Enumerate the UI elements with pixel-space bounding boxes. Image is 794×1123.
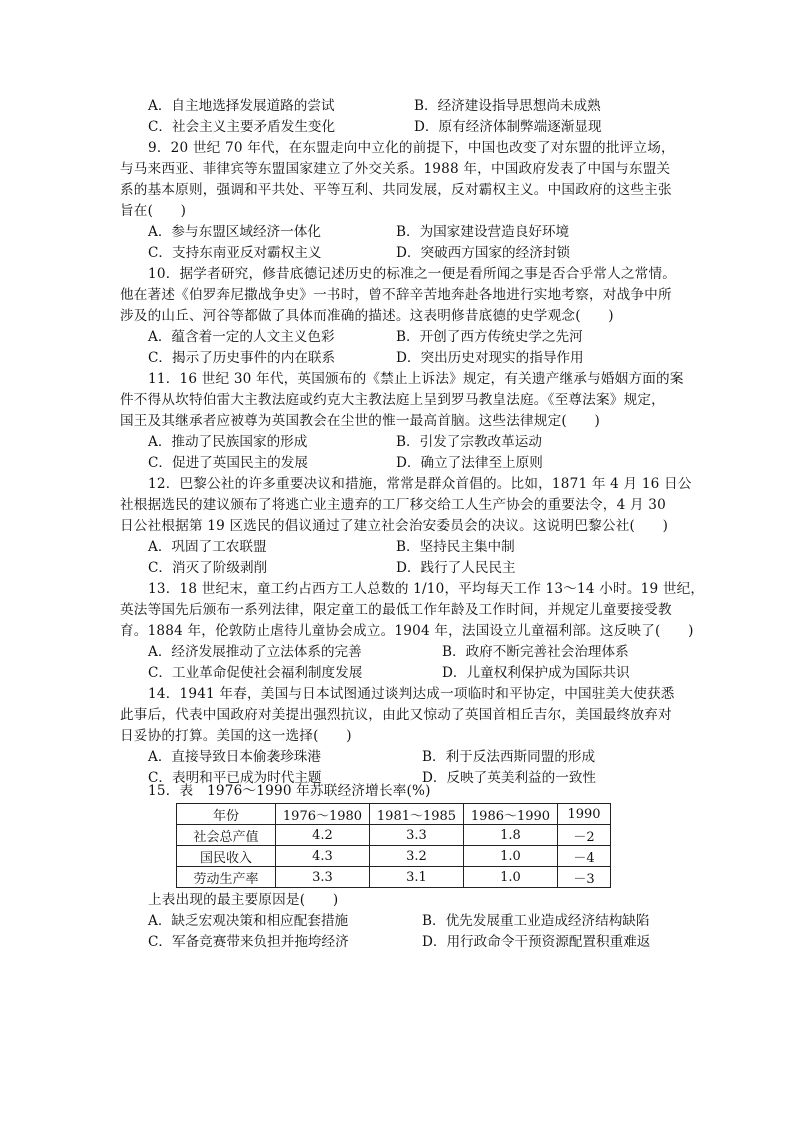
table-cell: 1.8	[464, 825, 558, 846]
q9-option-a[interactable]: A．参与东盟区域经济一体化	[148, 224, 321, 240]
table-cell: －2	[558, 825, 611, 846]
q9-stem-line-4: 旨在( )	[120, 203, 187, 219]
q15-option-b[interactable]: B．优先发展重工业造成经济结构缺陷	[422, 913, 650, 929]
q9-stem-line-2: 与马来西亚、菲律宾等东盟国家建立了外交关系。1988 年，中国政府发表了中国与东盟关	[120, 161, 671, 177]
table-cell: 3.1	[370, 867, 464, 888]
table-header-cell: 1986～1990	[464, 804, 558, 825]
table-header-cell: 1990	[558, 804, 611, 825]
q9-stem-line-3: 系的基本原则，强调和平共处、平等互利、共同发展，反对霸权主义。中国政府的这些主张	[120, 182, 672, 198]
q11-option-b[interactable]: B．引发了宗教改革运动	[396, 434, 542, 450]
q10-stem-line-3: 涉及的山丘、河谷等都做了具体而准确的描述。这表明修昔底德的史学观念( )	[120, 308, 614, 324]
q15-option-a[interactable]: A．缺乏宏观决策和相应配套措施	[148, 913, 349, 929]
q8-option-c[interactable]: C．社会主义主要矛盾发生变化	[148, 119, 336, 135]
q9-option-b[interactable]: B．为国家建设营造良好环境	[396, 224, 570, 240]
q9-option-c[interactable]: C．支持东南亚反对霸权主义	[148, 245, 322, 261]
q8-option-d[interactable]: D．原有经济体制弊端逐渐显现	[414, 119, 602, 135]
q12-option-b[interactable]: B．坚持民主集中制	[396, 539, 515, 555]
table-cell: 4.3	[276, 846, 370, 867]
table-cell: 3.3	[276, 867, 370, 888]
q12-option-c[interactable]: C．消灭了阶级剥削	[148, 560, 268, 576]
q9-stem-line-1: 9．20 世纪 70 年代，在东盟走向中立化的前提下，中国也改变了对东盟的批评立场，	[148, 140, 675, 156]
q11-stem-line-1: 11．16 世纪 30 年代，英国颁布的《禁止上诉法》规定，有关遗产继承与婚姻方面的案	[148, 371, 684, 387]
table-cell: －4	[558, 846, 611, 867]
q12-stem-line-2: 社根据选民的建议颁布了将逃亡业主遗弃的工厂移交给工人生产协会的重要法令，4 月 30	[120, 497, 666, 513]
q14-option-c[interactable]: C．表明和平已成为时代主题	[148, 770, 322, 786]
table-header-cell: 1976～1980	[276, 804, 370, 825]
q10-option-c[interactable]: C．揭示了历史事件的内在联系	[148, 350, 336, 366]
table-row-label: 国民收入	[177, 846, 276, 867]
q10-option-d[interactable]: D．突出历史对现实的指导作用	[396, 350, 584, 366]
table-row	[177, 846, 611, 867]
q11-option-a[interactable]: A．推动了民族国家的形成	[148, 434, 308, 450]
table-header-row	[177, 804, 611, 825]
q11-stem-line-2: 件不得从坎特伯雷大主教法庭或约克大主教法庭上呈到罗马教皇法庭。《至尊法案》规定，	[120, 392, 665, 408]
q15-stem: 上表出现的最主要原因是( )	[148, 892, 339, 908]
q12-stem-line-3: 日公社根据第 19 区选民的倡议通过了建立社会治安委员会的决议。这说明巴黎公社( )	[120, 518, 669, 534]
q14-stem-line-3: 日妥协的打算。美国的这一选择( )	[120, 728, 352, 744]
q10-option-a[interactable]: A．蕴含着一定的人文主义色彩	[148, 329, 335, 345]
q13-stem-line-3: 育。1884 年，伦敦防止虐待儿童协会成立。1904 年，法国设立儿童福利部。这反映了( )	[120, 623, 694, 639]
table-header-cell: 1981～1985	[370, 804, 464, 825]
q13-option-c[interactable]: C．工业革命促使社会福利制度发展	[148, 665, 363, 681]
q15-data-table	[176, 803, 611, 888]
q13-option-d[interactable]: D．儿童权利保护成为国际共识	[442, 665, 630, 681]
q13-option-b[interactable]: B．政府不断完善社会治理体系	[442, 644, 629, 660]
q11-option-c[interactable]: C．促进了英国民主的发展	[148, 455, 308, 471]
q13-stem-line-2: 英法等国先后颁布一系列法律，限定童工的最低工作年龄及工作时间，并规定儿童要接受教	[120, 602, 672, 618]
table-row-label: 社会总产值	[177, 825, 276, 846]
table-row-label: 劳动生产率	[177, 867, 276, 888]
q15-option-d[interactable]: D．用行政命令干预资源配置积重难返	[422, 934, 651, 950]
q12-stem-line-1: 12．巴黎公社的许多重要决议和措施，常常是群众首倡的。比如，1871 年 4 月 16 日公	[148, 476, 692, 492]
table-cell: 1.0	[464, 846, 558, 867]
q14-stem-line-2: 此事后，代表中国政府对美提出强烈抗议，由此又惊动了英国首相丘吉尔，美国最终放弃对	[120, 707, 672, 723]
table-cell: 3.3	[370, 825, 464, 846]
q12-option-a[interactable]: A．巩固了工农联盟	[148, 539, 267, 555]
table-cell: 1.0	[464, 867, 558, 888]
q10-stem-line-2: 他在著述《伯罗奔尼撒战争史》一书时，曾不辞辛苦地奔赴各地进行实地考察，对战争中所	[120, 287, 672, 303]
q11-stem-line-3: 国王及其继承者应被尊为英国教会在尘世的惟一最高首脑。这些法律规定( )	[120, 413, 600, 429]
q8-option-b[interactable]: B．经济建设指导思想尚未成熟	[414, 98, 601, 114]
q14-option-b[interactable]: B．利于反法西斯同盟的形成	[422, 749, 596, 765]
q15-option-c[interactable]: C．军备竞赛带来负担并拖垮经济	[148, 934, 349, 950]
q14-option-a[interactable]: A．直接导致日本偷袭珍珠港	[148, 749, 321, 765]
table-cell: 3.2	[370, 846, 464, 867]
q13-option-a[interactable]: A．经济发展推动了立法体系的完善	[148, 644, 362, 660]
q11-option-d[interactable]: D．确立了法律至上原则	[396, 455, 543, 471]
q10-stem-line-1: 10．据学者研究，修昔底德记述历史的标准之一便是看所闻之事是否合乎常人之常情。	[148, 266, 677, 282]
table-row	[177, 867, 611, 888]
q9-option-d[interactable]: D．突破西方国家的经济封锁	[396, 245, 571, 261]
table-cell: 4.2	[276, 825, 370, 846]
q15-table-title: 15．表 1976～1990 年苏联经济增长率(%)	[148, 783, 431, 799]
q13-stem-line-1: 13．18 世纪末，童工约占西方工人总数的 1/10，平均每天工作 13～14 小时。19 世纪，	[148, 581, 705, 597]
table-cell: －3	[558, 867, 611, 888]
table-row	[177, 825, 611, 846]
q14-stem-line-1: 14．1941 年春，美国与日本试图通过谈判达成一项临时和平协定，中国驻美大使获悉	[148, 686, 675, 702]
q10-option-b[interactable]: B．开创了西方传统史学之先河	[396, 329, 583, 345]
table-header-cell: 年份	[177, 804, 276, 825]
q8-option-a[interactable]: A．自主地选择发展道路的尝试	[148, 98, 335, 114]
q14-option-d[interactable]: D．反映了英美利益的一致性	[422, 770, 597, 786]
q12-option-d[interactable]: D．践行了人民民主	[396, 560, 516, 576]
